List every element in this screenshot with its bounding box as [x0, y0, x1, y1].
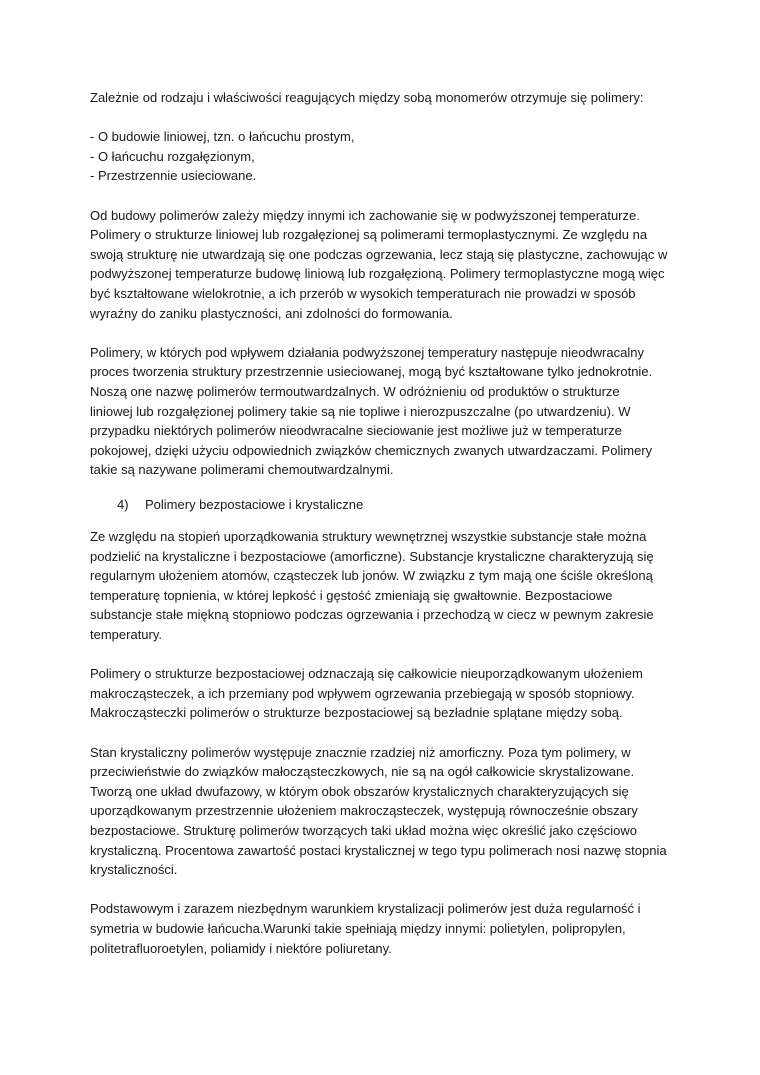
paragraph-line: temperaturę topnienia, w której lepkość i gęstość zmieniają się gwałtownie. Bezpostaciowe [90, 587, 613, 603]
paragraph-line: wyraźny do zaniku plastyczności, ani zdolności do formowania. [90, 305, 453, 321]
paragraph-line: proces tworzenia struktury przestrzennie usieciowanej, mogą być kształtowane tylko jednokrotnie. [90, 364, 653, 380]
list-item: - Przestrzennie usieciowane. [90, 168, 257, 184]
document-page [90, 88, 682, 978]
paragraph-line: Stan krystaliczny polimerów występuje znacznie rzadziej niż amorficzny. Poza tym polimery, w [90, 744, 631, 760]
paragraph-line: regularnym ułożeniem atomów, cząsteczek lub jonów. W związku z tym mają one ściśle określoną [90, 568, 653, 584]
paragraph-line: liniowej lub rozgałęzionej polimery takie są nie topliwe i nierozpuszczalne (po utwardzeniu). W [90, 403, 631, 419]
amorphous-paragraph [90, 664, 682, 723]
paragraph-line: makrocząsteczek, a ich przemiany pod wpływem ogrzewania przebiegają w sposób stopniowy. [90, 685, 635, 701]
paragraph-line: Od budowy polimerów zależy między innymi ich zachowanie się w podwyższonej temperaturze. [90, 207, 640, 223]
paragraph-line: politetrafluoroetylen, poliamidy i niektóre poliuretany. [90, 940, 392, 956]
paragraph-line: być kształtowane wielokrotnie, a ich przerób w wysokich temperaturach nie prowadzi w sposób [90, 285, 636, 301]
crystalline-amorphous-paragraph [90, 527, 682, 645]
paragraph-line: Zależnie od rodzaju i właściwości reagujących między sobą monomerów otrzymuje się polimery: [90, 90, 644, 105]
paragraph-line: krystaliczności. [90, 862, 178, 878]
paragraph-line: Makrocząsteczki polimerów o strukturze bezpostaciowej są bezładnie splątane między sobą. [90, 705, 623, 721]
paragraph-line: substancje stałe miękną stopniowo podczas ogrzewania i przechodzą w ciecz w pewnym zakresie [90, 607, 654, 623]
crystalline-state-paragraph [90, 743, 682, 880]
intro-paragraph [90, 88, 682, 108]
paragraph-line: symetria w budowie łańcucha.Warunki takie spełniają między innymi: polietylen, polipropylen, [90, 920, 626, 936]
section-number: 4) [117, 497, 129, 513]
paragraph-line: podwyższonej temperaturze budowę liniową lub rozgałęzioną. Polimery termoplastyczne mogą więc [90, 266, 665, 282]
thermoset-paragraph [90, 343, 682, 480]
section-heading [90, 495, 682, 515]
paragraph-line: Podstawowym i zarazem niezbędnym warunkiem krystalizacji polimerów jest duża regularność i [90, 901, 641, 917]
paragraph-line: krystaliczną. Procentowa zawartość postaci krystalicznej w tego typu polimerach nosi nazwę stopnia [90, 842, 667, 858]
paragraph-line: przypadku niektórych polimerów nieodwracalne sieciowanie jest możliwe już w temperaturze [90, 423, 622, 439]
polymer-structure-list [90, 127, 682, 186]
paragraph-line: Noszą one nazwę polimerów termoutwardzalnych. W odróżnieniu od produktów o strukturze [90, 383, 620, 399]
thermoplastic-paragraph [90, 206, 682, 324]
paragraph-line: temperatury. [90, 627, 163, 643]
paragraph-line: przeciwieństwie do związków małocząsteczkowych, nie są na ogół całkowicie skrystalizowane. [90, 764, 635, 780]
paragraph-line: takie są nazywane polimerami chemoutwardzalnymi. [90, 462, 394, 478]
paragraph-line: swoją strukturę nie utwardzają się one podczas ogrzewania, lecz stają się plastyczne, zachowując w [90, 246, 668, 262]
paragraph-line: podzielić na krystaliczne i bezpostaciowe (amorficzne). Substancje krystaliczne charakteryzują się [90, 548, 654, 564]
paragraph-line: Tworzą one układ dwufazowy, w którym obok obszarów krystalicznych charakteryzujących się [90, 783, 629, 799]
paragraph-line: Polimery o strukturze liniowej lub rozgałęzionej są polimerami termoplastycznymi. Ze względu na [90, 227, 648, 243]
paragraph-line: Ze względu na stopień uporządkowania struktury wewnętrznej wszystkie substancje stałe można [90, 529, 647, 545]
paragraph-line: pokojowej, dzięki użyciu odpowiednich związków chemicznych zwanych utwardzaczami. Polimery [90, 442, 653, 458]
section-title: Polimery bezpostaciowe i krystaliczne [145, 497, 364, 513]
paragraph-line: Polimery, w których pod wpływem działania podwyższonej temperatury następuje nieodwracalny [90, 344, 644, 360]
list-item: - O budowie liniowej, tzn. o łańcuchu prostym, [90, 129, 355, 145]
list-item: - O łańcuchu rozgałęzionym, [90, 148, 255, 164]
paragraph-line: bezpostaciowe. Strukturę polimerów tworzących taki układ można więc określić jako częściowo [90, 822, 637, 838]
crystallization-condition-paragraph [90, 899, 682, 958]
paragraph-line: Polimery o strukturze bezpostaciowej odznaczają się całkowicie nieuporządkowanym ułożeniem [90, 666, 643, 682]
paragraph-line: uporządkowanym przestrzennie ułożeniem makrocząsteczek, występują równocześnie obszary [90, 803, 638, 819]
